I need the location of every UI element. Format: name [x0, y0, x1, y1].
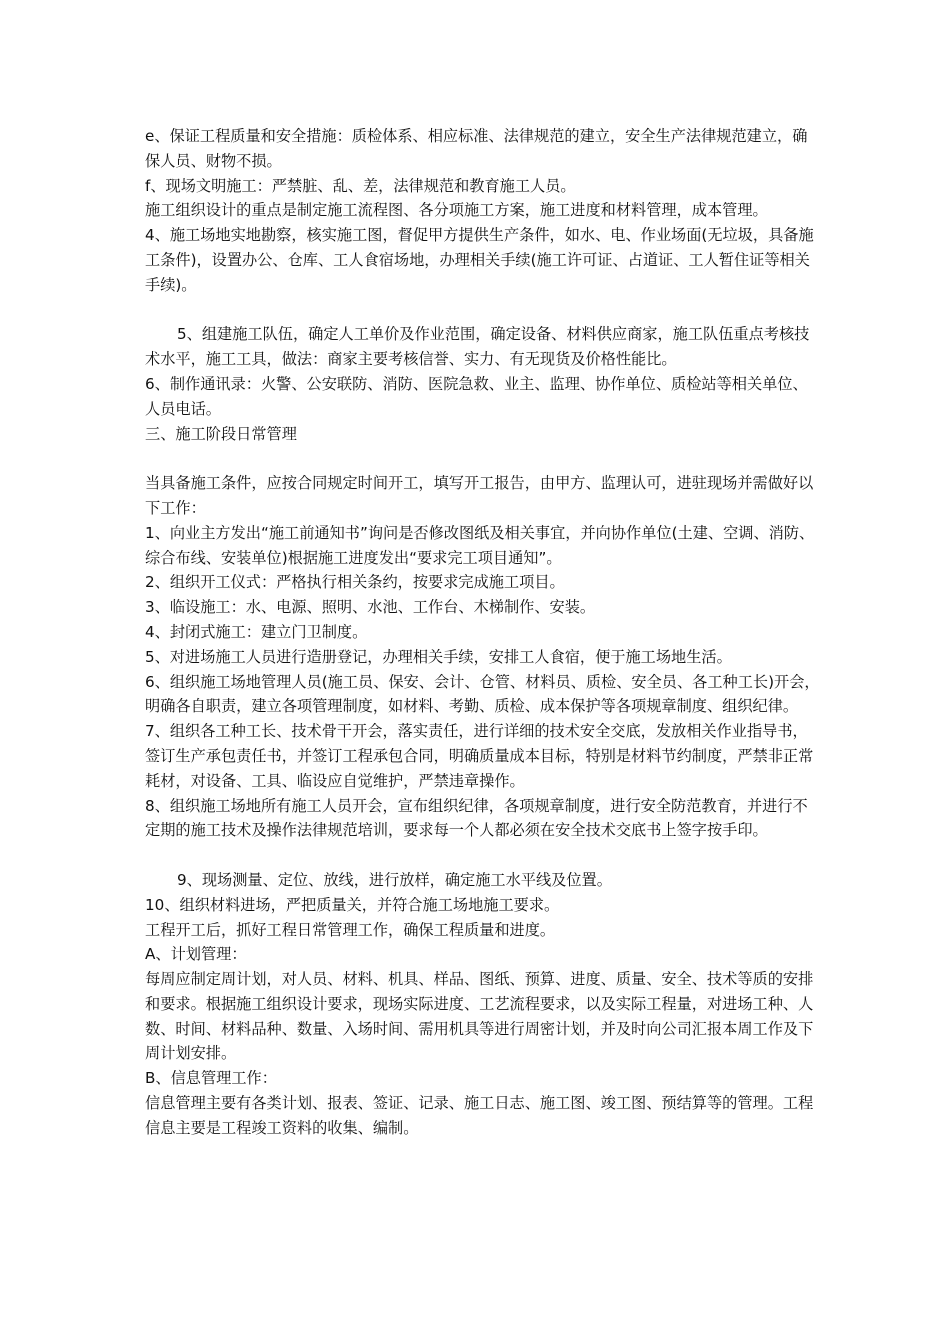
paragraph: 4、封闭式施工：建立门卫制度。	[145, 622, 368, 641]
paragraph: 5、对进场施工人员进行造册登记，办理相关手续，安排工人食宿，便于施工场地生活。	[145, 647, 732, 666]
paragraph: 4、施工场地实地勘察，核实施工图，督促甲方提供生产条件，如水、电、作业场面(无垃圾，具备施工条件)，设置办公、仓库、工人食宿场地，办理相关手续(施工许可证、占道证、工人暂住证等相关手续)。	[145, 226, 814, 294]
paragraph: f、现场文明施工：严禁脏、乱、差，法律规范和教育施工人员。	[145, 176, 576, 195]
paragraph: 施工组织设计的重点是制定施工流程图、各分项施工方案，施工进度和材料管理，成本管理。	[145, 201, 768, 220]
paragraph: 5、组建施工队伍，确定人工单价及作业范围，确定设备、材料供应商家，施工队伍重点考核技术水平，施工工具，做法：商家主要考核信誉、实力、有无现货及价格性能比。	[145, 325, 810, 369]
paragraph: 8、组织施工场地所有施工人员开会，宣布组织纪律，各项规章制度，进行安全防范教育，并进行不定期的施工技术及操作法律规范培训，要求每一个人都必须在安全技术交底书上签字按手印。	[145, 796, 808, 840]
paragraph: 6、组织施工场地管理人员(施工员、保安、会计、仓管、材料员、质检、安全员、各工种工长)开会，明确各自职责，建立各项管理制度，如材料、考勤、质检、成本保护等各项规章制度、组织纪律。	[145, 672, 820, 716]
paragraph-gap	[145, 843, 820, 868]
paragraph: 10、组织材料进场，严把质量关，并符合施工场地施工要求。	[145, 895, 560, 914]
paragraph: 工程开工后，抓好工程日常管理工作，确保工程质量和进度。	[145, 920, 556, 939]
paragraph: 信息管理主要有各类计划、报表、签证、记录、施工日志、施工图、竣工图、预结算等的管理。工程信息主要是工程竣工资料的收集、编制。	[145, 1094, 814, 1137]
paragraph: e、保证工程质量和安全措施：质检体系、相应标准、法律规范的建立，安全生产法律规范建立，确保人员、财物不损。	[145, 127, 808, 170]
paragraph: 每周应制定周计划，对人员、材料、机具、样品、图纸、预算、进度、质量、安全、技术等质的安排和要求。根据施工组织设计要求，现场实际进度、工艺流程要求，以及实际工程量，对进场工种、人数、时间、材料品种、数量、入场时间、需用机具等进行周密计划，并及时向公司汇报本周工作及下周计划安排。	[145, 970, 814, 1063]
paragraph: 6、制作通讯录：火警、公安联防、消防、医院急救、业主、监理、协作单位、质检站等相关单位、人员电话。	[145, 374, 808, 418]
paragraph: 9、现场测量、定位、放线，进行放样，确定施工水平线及位置。	[177, 870, 612, 889]
paragraph: 1、向业主方发出“施工前通知书”询问是否修改图纸及相关事宜，并向协作单位(土建、空调、消防、综合布线、安装单位)根据施工进度发出“要求完工项目通知”。	[145, 523, 815, 567]
paragraph-gap	[145, 298, 820, 323]
paragraph: 当具备施工条件，应按合同规定时间开工，填写开工报告，由甲方、监理认可，进驻现场并需做好以下工作：	[145, 474, 814, 517]
paragraph-gap	[145, 446, 820, 471]
document-body	[145, 124, 820, 1141]
paragraph: 2、组织开工仪式：严格执行相关条约，按要求完成施工项目。	[145, 573, 565, 592]
paragraph: A、计划管理：	[145, 945, 247, 964]
paragraph: B、信息管理工作：	[145, 1069, 277, 1088]
paragraph: 7、组织各工种工长、技术骨干开会，落实责任，进行详细的技术安全交底，发放相关作业指导书，签订生产承包责任书，并签订工程承包合同，明确质量成本目标，特别是材料节约制度，严禁非正常耗材，对设备、工具、临设应自觉维护，严禁违章操作。	[145, 722, 814, 790]
paragraph: 3、临设施工：水、电源、照明、水池、工作台、木梯制作、安装。	[145, 598, 596, 617]
paragraph: 三、施工阶段日常管理	[145, 424, 297, 443]
